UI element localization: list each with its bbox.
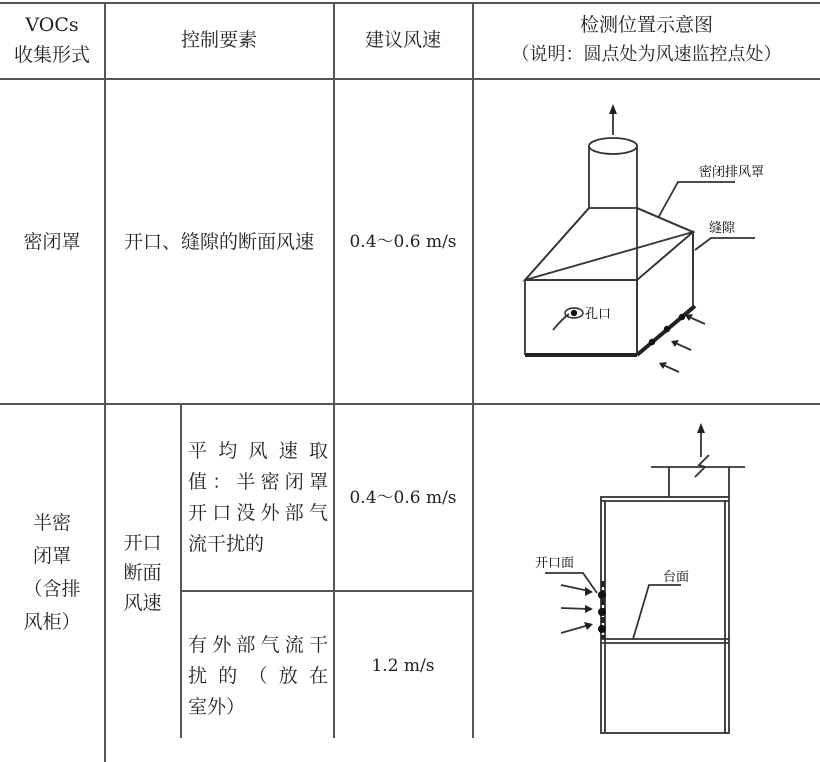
semi-sub2-line1: 有外部气流干 (188, 634, 328, 656)
gap-monitor-point-3 (679, 314, 685, 320)
header-form-line2: 收集形式 (13, 44, 90, 66)
header-control-label: 控制要素 (180, 29, 257, 51)
semi-hood-diagram (473, 405, 820, 745)
semi-form (0, 405, 104, 740)
gap-monitor-point-1 (649, 339, 655, 345)
semi-form-line4: 风柜） (23, 610, 81, 633)
closed-form-label: 密闭罩 (23, 230, 81, 253)
header-form-line1: VOCs (25, 14, 79, 36)
semi-sub1-speed-value: 0.4～0.6 m/s (349, 487, 457, 508)
hole-label: 孔口 (585, 307, 612, 322)
closed-element-label: 开口、缝隙的断面风速 (123, 230, 314, 253)
semi-sub2-speed (334, 592, 472, 740)
header-speed-label: 建议风速 (364, 29, 441, 51)
closed-element (105, 80, 333, 403)
semi-sub2-text (188, 630, 328, 723)
semi-sub1-speed (334, 405, 472, 590)
semi-form-line1: 半密 (32, 511, 71, 534)
subcol-divider (180, 403, 182, 738)
header-diagram-line2: （说明：圆点处为风速监控点处） (511, 44, 782, 65)
header-control (105, 2, 333, 78)
header-diagram (473, 2, 820, 78)
gap-label: 缝隙 (709, 221, 736, 236)
semi-sub1-text (188, 436, 328, 560)
semi-sub2-line2: 扰的（放在 (188, 665, 328, 687)
opening-monitor-point-3 (598, 625, 606, 633)
up-arrow-icon (609, 104, 617, 114)
hood-label: 密闭排风罩 (699, 165, 765, 180)
header-form (0, 2, 104, 78)
semi-form-line2: 闭罩 (32, 544, 71, 567)
semi-sub1-line1: 平均风速取 (188, 440, 328, 462)
closed-hood-diagram (473, 80, 820, 403)
table-label: 台面 (663, 570, 690, 585)
semi-element (105, 405, 180, 740)
semi-form-line3: （含排 (23, 577, 81, 600)
semi-element-line1: 开口 (123, 531, 162, 554)
opening-monitor-point-1 (598, 591, 606, 599)
semi-sub2-line3: 室外） (188, 696, 246, 718)
semi-sub2-speed-value: 1.2 m/s (371, 656, 435, 676)
semi-sub1-line2: 值：半密闭罩 (188, 471, 328, 493)
semi-sub1-line3: 开口没外部气 (188, 502, 328, 524)
semi-element-line2: 断面 (123, 561, 162, 584)
header-speed (334, 2, 472, 78)
opening-monitor-point-2 (598, 608, 606, 616)
up-arrow-icon (697, 423, 705, 433)
opening-label: 开口面 (535, 556, 575, 571)
closed-form (0, 80, 104, 403)
header-diagram-line1: 检测位置示意图 (579, 14, 713, 36)
closed-speed-value: 0.4～0.6 m/s (349, 231, 457, 252)
semi-sub1-line4: 流干扰的 (188, 533, 265, 555)
gap-monitor-point-2 (664, 326, 670, 332)
semi-element-line3: 风速 (123, 591, 162, 614)
semi-monitor-points (598, 591, 606, 633)
closed-speed (334, 80, 472, 403)
hole-monitor-point (571, 310, 577, 316)
